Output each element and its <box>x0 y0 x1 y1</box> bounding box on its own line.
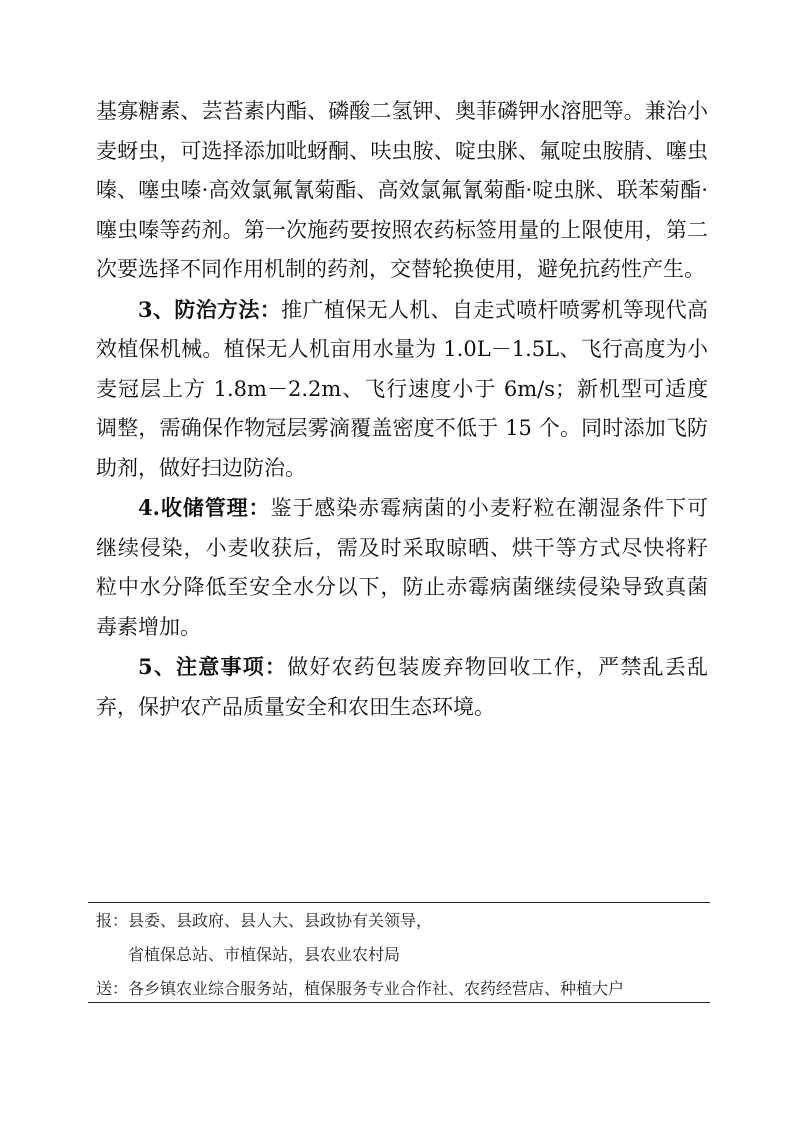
paragraph-continuation <box>96 92 708 290</box>
document-body <box>96 92 708 727</box>
section-heading-precautions: 5、注意事项： <box>138 654 288 679</box>
paragraph-control-methods <box>96 290 708 489</box>
distribution-footer <box>96 908 716 1000</box>
paragraph-precautions <box>96 647 708 727</box>
section-heading-control-methods: 3、防治方法： <box>138 296 282 322</box>
report-to-line-continued <box>128 942 400 965</box>
send-to-recipients: 各乡镇农业综合服务站，植保服务专业合作社、农药经营店、种植大户 <box>128 979 625 998</box>
paragraph-storage-management <box>96 488 708 647</box>
report-to-line <box>96 908 432 931</box>
footer-top-rule <box>88 902 710 903</box>
report-to-label: 报： <box>96 911 129 930</box>
paragraph-text: 推广植保无人机、自走式喷杆喷雾机等现代高 效植保机械。植保无人机亩用水量为 1.0L－1.5L、飞行高度为小 麦冠层上方 1.8m－2.2m、飞行速度小于 6m/s；新机型可适度调整，需确保作物冠层雾滴覆盖密度不低于 15 个。同时添加飞防助剂，做好扫边防治。 <box>96 297 708 480</box>
section-heading-storage-management: 4.收储管理： <box>138 495 271 520</box>
paragraph-text: 基寡糖素、芸苔素内酯、磷酸二氢钾、奥菲磷钾水溶肥等。兼治小麦蚜虫，可选择添加吡蚜酮、呋虫胺、啶虫脒、氟啶虫胺腈、噻虫嗪、噻虫嗪·高效氯氟氰菊酯、高效氯氟氰菊酯·啶虫脒、联苯菊酯·噻虫嗪等药剂。第一次施药要按照农药标签用量的上限使用，第二次要选择不同作用机制的药剂，交替轮换使用，避免抗药性产生。 <box>96 99 708 281</box>
footer-bottom-rule <box>88 1002 710 1003</box>
send-to-line <box>96 976 624 999</box>
paragraph-text: 做好农药包装废弃物回收工作，严禁乱丢乱弃，保护农产品质量安全和农田生态环境。 <box>96 655 708 719</box>
paragraph-text: 鉴于感染赤霉病菌的小麦籽粒在潮湿条件下可 继续侵染，小麦收获后，需及时采取晾晒、烘干等方式尽快将籽 粒中水分降低至安全水分以下，防止赤霉病菌继续侵染导致真菌 毒素增加。 <box>96 496 708 639</box>
send-to-label: 送： <box>96 979 129 998</box>
report-to-recipients-continued: 省植保总站、市植保站，县农业农村局 <box>128 945 401 964</box>
report-to-recipients: 县委、县政府、县人大、县政协有关领导， <box>128 911 433 930</box>
